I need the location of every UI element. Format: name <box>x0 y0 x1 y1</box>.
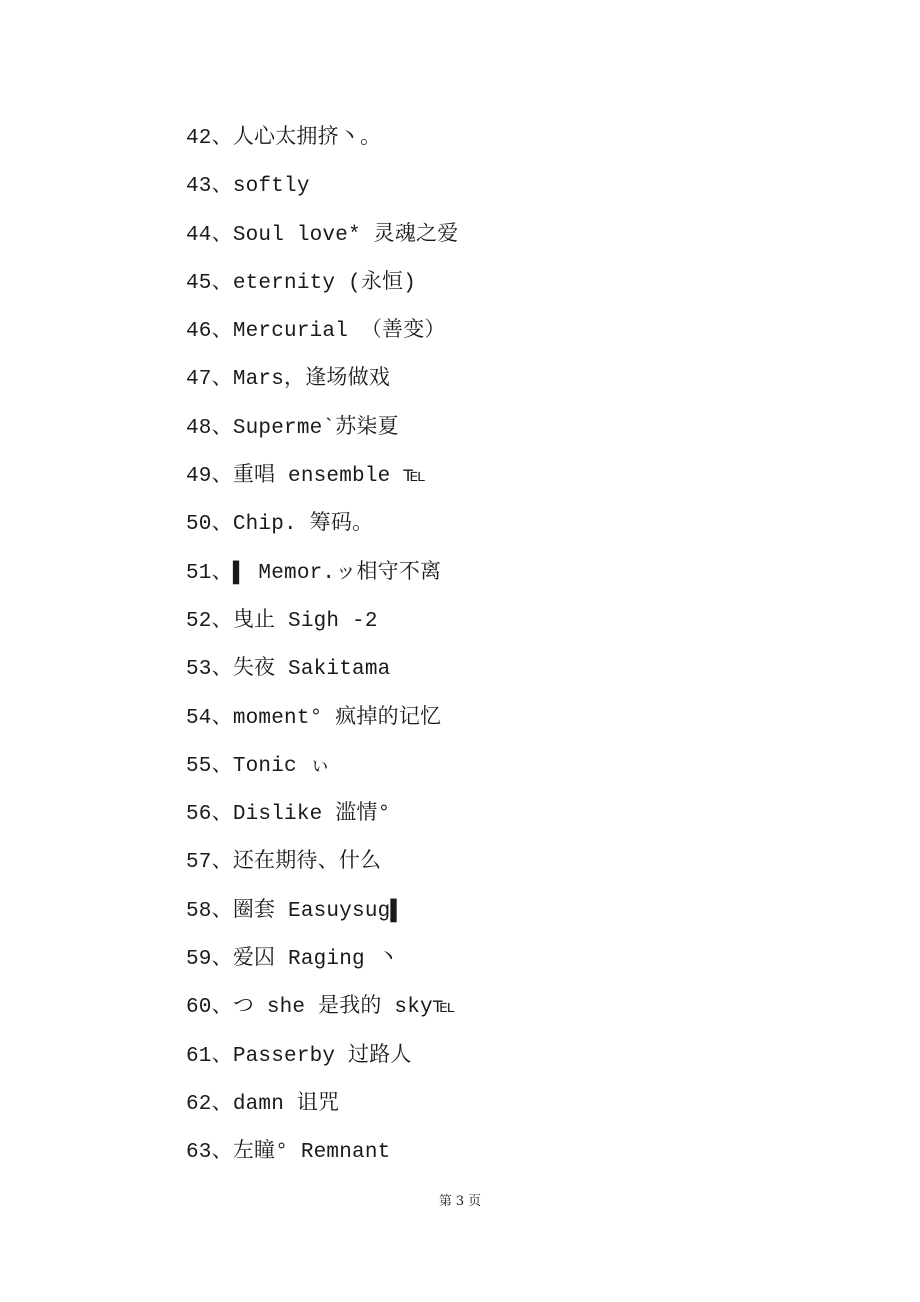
item-number: 63、 <box>186 1141 233 1165</box>
page-suffix: 页 <box>468 1194 482 1209</box>
item-text: 左瞳° Remnant <box>232 1141 391 1165</box>
item-number: 52、 <box>186 609 233 633</box>
item-number: 45、 <box>186 271 233 295</box>
item-text: moment° 疯掉的记忆 <box>232 706 442 730</box>
list-item <box>186 1083 458 1131</box>
list-item <box>186 310 458 358</box>
item-text: softly <box>232 175 310 199</box>
list-item <box>186 841 458 889</box>
item-number: 46、 <box>186 320 233 344</box>
list-item <box>186 407 458 455</box>
item-text: damn 诅咒 <box>232 1092 340 1116</box>
item-text: 爱囚 Raging 丶 <box>232 948 399 972</box>
list-item <box>186 262 458 310</box>
list-item <box>186 358 458 406</box>
item-text: Passerby 过路人 <box>232 1044 412 1068</box>
item-number: 47、 <box>186 368 233 392</box>
item-number: 50、 <box>186 513 233 537</box>
item-text: Mars，逢场做戏 <box>232 368 391 392</box>
item-number: 49、 <box>186 465 233 489</box>
item-text: 还在期待、什么 <box>232 851 382 875</box>
item-text: 人心太拥挤丶。 <box>232 127 382 150</box>
item-number: 59、 <box>186 948 233 972</box>
item-text: Superme`苏柒夏 <box>232 416 399 440</box>
item-number: 48、 <box>186 416 233 440</box>
list-item <box>186 745 458 793</box>
item-number: 42、 <box>186 127 233 150</box>
item-number: 55、 <box>186 754 233 778</box>
item-text: Dislike 滥情° <box>232 803 391 827</box>
item-text: Tonic ぃ <box>232 754 331 778</box>
list-item <box>186 938 458 986</box>
item-text: eternity (永恒) <box>232 271 417 295</box>
item-text: 重唱 ensemble ℡ <box>232 465 426 489</box>
list-item <box>186 503 458 551</box>
item-number: 53、 <box>186 658 233 682</box>
item-text: 曳止 Sigh -2 <box>232 609 378 633</box>
item-number: 44、 <box>186 223 233 247</box>
list-item <box>186 1035 458 1083</box>
item-number: 57、 <box>186 851 233 875</box>
item-text: Mercurial （善变） <box>232 320 446 344</box>
list-item <box>186 648 458 696</box>
list-item <box>186 117 458 165</box>
item-text: ▌ Memor.ッ相守不离 <box>232 561 442 585</box>
item-number: 51、 <box>186 561 233 585</box>
list-item <box>186 890 458 938</box>
item-number: 58、 <box>186 899 233 923</box>
item-number: 62、 <box>186 1092 233 1116</box>
page-number: 3 <box>455 1194 465 1209</box>
list-item <box>186 165 458 213</box>
list-item <box>186 455 458 503</box>
item-text: つ she 是我的 sky℡ <box>232 996 456 1020</box>
list-item <box>186 986 458 1034</box>
item-text: Soul love* 灵魂之爱 <box>232 223 459 247</box>
list-item <box>186 1131 458 1179</box>
list-item <box>186 552 458 600</box>
item-text: 圈套 Easuysug▌ <box>232 899 404 923</box>
item-text: 失夜 Sakitama <box>232 658 391 682</box>
list-item <box>186 697 458 745</box>
name-list <box>186 117 458 1180</box>
list-item <box>186 600 458 648</box>
page-footer <box>0 1190 920 1209</box>
item-number: 43、 <box>186 175 233 199</box>
list-item <box>186 214 458 262</box>
item-number: 54、 <box>186 706 233 730</box>
page-prefix: 第 <box>438 1194 452 1209</box>
list-item <box>186 793 458 841</box>
item-number: 61、 <box>186 1044 233 1068</box>
item-number: 56、 <box>186 803 233 827</box>
item-number: 60、 <box>186 996 233 1020</box>
item-text: Chip. 筹码。 <box>232 513 374 537</box>
